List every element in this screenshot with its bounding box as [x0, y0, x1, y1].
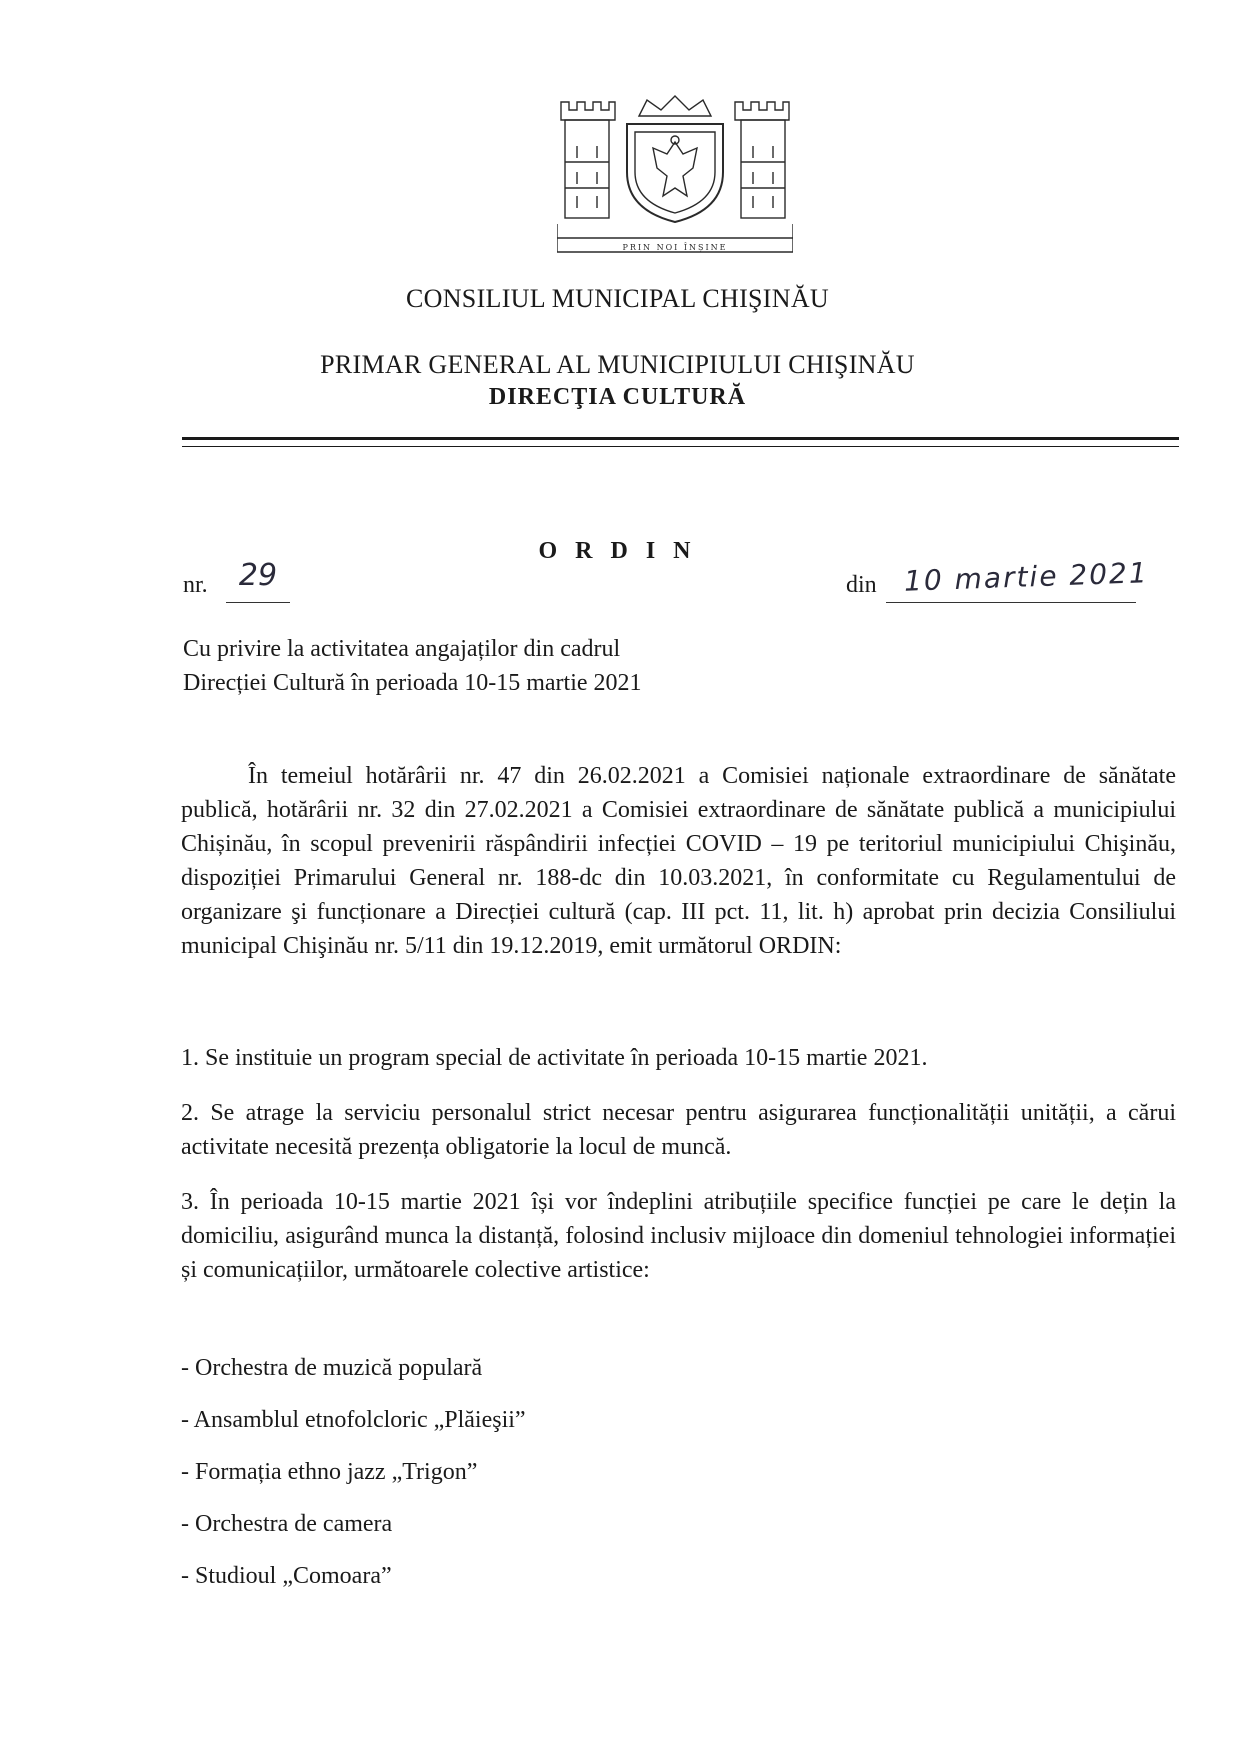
- preamble-paragraph: În temeiul hotărârii nr. 47 din 26.02.2021 a Comisiei naționale extraordinare de sănătate publică, hotărârii nr. 32 din 27.02.2021 a Comisiei extraordinare de sănătate publică a municipiului Chișinău, în scopul prevenirii răspândirii infecției COVID – 19 pe teritoriul municipiului Chişinău, dispoziției Primarului General nr. 188-dc din 10.03.2021, în conformitate cu Regulamentului de organizare şi funcționare a Direcției cultură (cap. III pct. 11, lit. h) aprobat prin decizia Consiliului municipal Chişinău nr. 5/11 din 19.12.2019, emit următorul ORDIN:: [181, 763, 1176, 959]
- council-heading: CONSILIUL MUNICIPAL CHIŞINĂU: [406, 284, 829, 313]
- header-divider-thin: [182, 446, 1179, 447]
- order-item-2: 2. Se atrage la serviciu personalul strict necesar pentru asigurarea funcționalității unității, a cărui activitate necesită prezența obligatorie la locul de muncă.: [181, 1100, 1176, 1160]
- header-divider-thick: [182, 437, 1179, 440]
- order-number-handwritten: 29: [238, 558, 278, 593]
- department-heading: DIRECŢIA CULTURĂ: [488, 384, 747, 410]
- subject-line-1: Cu privire la activitatea angajaților din cadrul: [183, 636, 621, 662]
- order-date-label: din: [846, 572, 877, 598]
- order-item-3: 3. În perioada 10-15 martie 2021 își vor îndeplini atribuțiile specifice funcției pe care le dețin la domiciliu, asigurând munca la distanță, folosind inclusiv mijloace din domeniul tehnologiei informației și comunicațiilor, următoarele colective artistice:: [181, 1189, 1176, 1283]
- svg-text:PRIN NOI ÎNȘINE: PRIN NOI ÎNȘINE: [622, 243, 728, 252]
- list-item: - Orchestra de muzică populară: [181, 1355, 483, 1381]
- list-item: - Orchestra de camera: [181, 1511, 393, 1537]
- chisinau-coat-of-arms-icon: [557, 92, 793, 262]
- subject-line-2: Direcției Cultură în perioada 10-15 martie 2021: [183, 670, 642, 696]
- order-number-underline: [226, 602, 290, 603]
- order-title: O R D I N: [538, 538, 697, 564]
- mayor-heading: PRIMAR GENERAL AL MUNICIPIULUI CHIŞINĂU: [320, 350, 915, 379]
- order-item-1: 1. Se instituie un program special de activitate în perioada 10-15 martie 2021.: [181, 1045, 928, 1071]
- list-item: - Ansamblul etnofolcloric „Plăieşii”: [181, 1407, 526, 1433]
- list-item: - Formația ethno jazz „Trigon”: [181, 1459, 478, 1485]
- order-subject: [183, 632, 642, 700]
- order-date-underline: [886, 602, 1136, 603]
- order-number-label: nr.: [183, 572, 208, 598]
- ensemble-list: [181, 1351, 526, 1611]
- order-date-handwritten: 10 martie 2021: [903, 556, 1150, 598]
- list-item: - Studioul „Comoara”: [181, 1563, 392, 1589]
